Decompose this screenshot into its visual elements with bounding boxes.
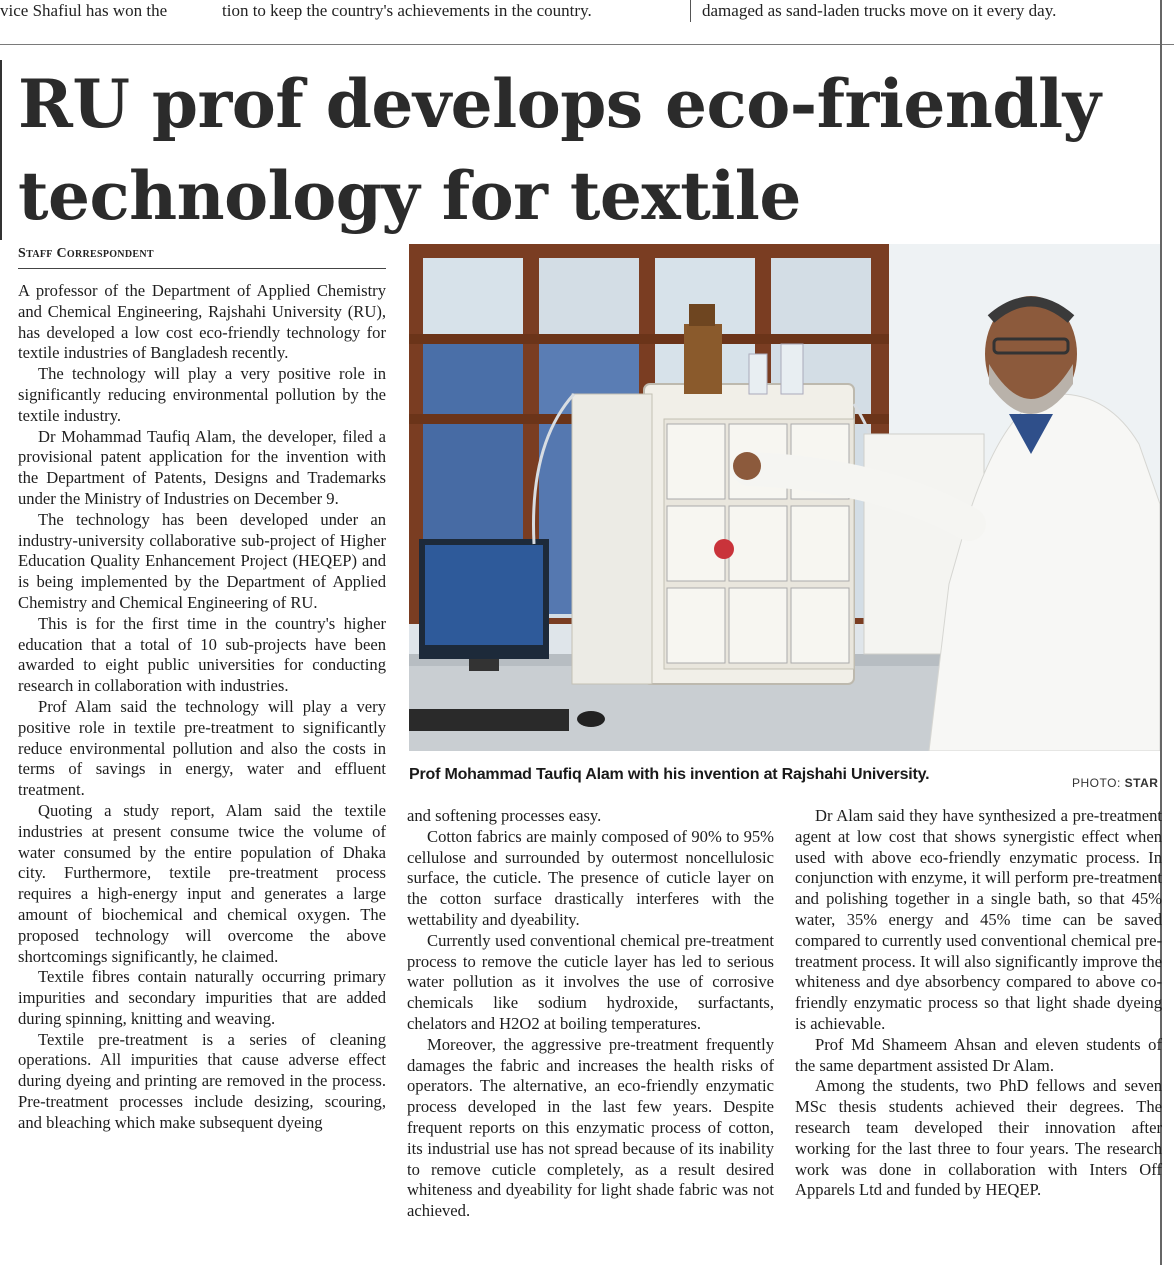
paragraph: Textile fibres contain naturally occurring primary impurities and secondary impurities that are added during spinning, knitting and weaving. xyxy=(18,967,386,1028)
byline: Staff Correspondent xyxy=(18,246,386,269)
snippet-middle: tion to keep the country's achievements in the country. xyxy=(222,1,592,20)
paragraph: Prof Alam said the technology will play a very positive role in textile pre-treatment to significantly reduce environmental pollution and also the costs in terms of savings in energy, water and effluent treatment. xyxy=(18,696,386,800)
photo-credit xyxy=(1072,776,1158,790)
photo-credit-source: STAR xyxy=(1124,776,1159,790)
article-column-3 xyxy=(795,806,1162,1201)
snippet-left: vice Shafiul has won the xyxy=(0,1,168,20)
article-column-1 xyxy=(18,281,386,1134)
paragraph: The technology has been developed under an industry-university collaborative sub-project of Higher Education Quality Enhancement Project (HEQEP) and is being implemented by the Department of Applied Chemistry and Chemical Engineering of RU. xyxy=(18,509,386,612)
paragraph: Among the students, two PhD fellows and seven MSc thesis students achieved their degrees. The research team developed their innovation after working for the last three to four years. The research work was done in collaboration with Inters Off Apparels Ltd and funded by HEQEP. xyxy=(795,1076,1162,1200)
paragraph: The technology will play a very positive role in significantly reducing environmental pollution by the textile industry. xyxy=(18,364,386,425)
headline xyxy=(18,58,1158,242)
headline-line-2: technology for textile xyxy=(18,157,801,235)
paragraph: Currently used conventional chemical pre-treatment process to remove the cuticle layer has led to serious water pollution as it involves the use of corrosive chemicals like sodium hydroxide, surfactants, chelators and H2O2 at boiling temperatures. xyxy=(407,930,774,1033)
article-column-2 xyxy=(407,806,774,1222)
paragraph: A professor of the Department of Applied Chemistry and Chemical Engineering, Rajshahi University (RU), has developed a low cost eco-friendly technology for textile industries of Bangladesh recently. xyxy=(18,281,386,363)
column-divider xyxy=(690,0,691,22)
headline-line-1: RU prof develops eco-friendly xyxy=(18,65,1101,143)
paragraph: Textile pre-treatment is a series of cleaning operations. All impurities that cause adverse effect during dyeing and printing are removed in the process. Pre-treatment processes include desizing, scouring, and bleaching which make subsequent dyeing xyxy=(18,1029,386,1132)
paragraph: Moreover, the aggressive pre-treatment frequently damages the fabric and increases the health risks of operators. The alternative, an eco-friendly enzymatic process developed in the last few years. Despite frequent reports on this enzymatic process of cotton, its industrial use has not spread because of its inability to remove cuticle completely, as a result desired whiteness and dyeability for light shade fabric was not achieved. xyxy=(407,1034,774,1221)
left-rule xyxy=(0,60,2,240)
paragraph: Cotton fabrics are mainly composed of 90% to 95% cellulose and surrounded by outermost noncellulosic surface, the cuticle. The presence of cuticle layer on the cotton surface drastically interferes with the wettability and dyeability. xyxy=(407,826,774,929)
paragraph: and softening processes easy. xyxy=(407,806,602,825)
paragraph: This is for the first time in the country's higher education that a total of 10 sub-projects have been awarded to eight public universities for conducting research in collaboration with industries. xyxy=(18,613,386,696)
photo-caption: Prof Mohammad Taufiq Alam with his invention at Rajshahi University. xyxy=(409,766,930,783)
paragraph: Prof Md Shameem Ahsan and eleven students of the same department assisted Dr Alam. xyxy=(795,1034,1162,1075)
lab-photo-illustration xyxy=(409,244,1160,751)
photo-credit-label: PHOTO: xyxy=(1072,776,1121,790)
previous-articles-strip xyxy=(0,0,1174,45)
paragraph: Quoting a study report, Alam said the textile industries at present consume twice the volume of water consumed by the entire population of Dhaka city. Furthermore, textile pre-treatment process requires a high-energy input and generates a large amount of biochemical and chemical oxygen. The proposed technology will overcome the above shortcomings significantly, he claimed. xyxy=(18,800,386,966)
paragraph: Dr Alam said they have synthesized a pre-treatment agent at low cost that shows synergistic effect when used with above eco-friendly enzymatic process. In conjunction with enzyme, it will perform pre-treatment and polishing together in a single bath, so that 45% water, 35% energy and 45% time can be saved compared to currently used conventional chemical pre-treatment process. It will also significantly improve the whiteness and dye absorbency compared to above co-friendly enzymatic process so that light shade dyeing is achievable. xyxy=(795,806,1162,1033)
paragraph: Dr Mohammad Taufiq Alam, the developer, filed a provisional patent application for the invention with the Department of Patents, Designs and Trademarks under the Ministry of Industries on December 9. xyxy=(18,426,386,508)
snippet-right: damaged as sand-laden trucks move on it every day. xyxy=(702,1,1057,20)
article-photo xyxy=(409,244,1160,751)
